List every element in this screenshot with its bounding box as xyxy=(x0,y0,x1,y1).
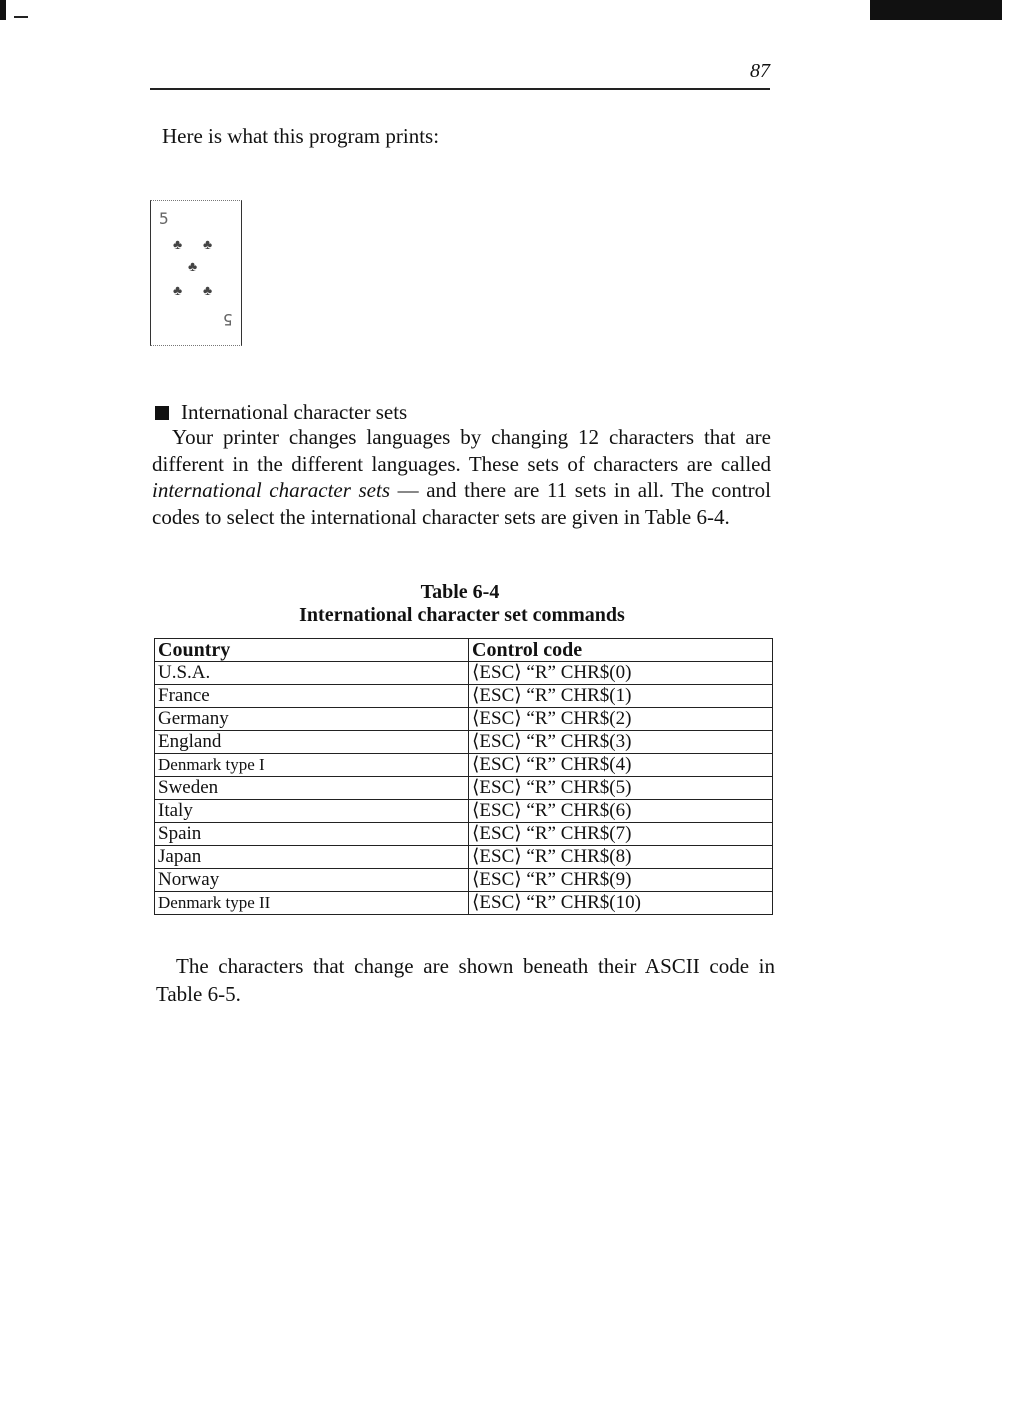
printed-card-output xyxy=(150,200,242,346)
paragraph-emphasis: international character sets xyxy=(152,478,391,502)
control-code-cell: ⟨ESC⟩ “R” CHR$(3) xyxy=(469,731,773,754)
card-rank-bottom: 5 xyxy=(223,310,233,329)
country-cell: Sweden xyxy=(155,777,469,800)
intro-text: Here is what this program prints: xyxy=(162,124,440,148)
table-row xyxy=(155,708,773,731)
table-number: Table 6-4 xyxy=(420,581,500,603)
page-number: 87 xyxy=(750,60,770,82)
control-code-cell: ⟨ESC⟩ “R” CHR$(10) xyxy=(469,892,773,915)
scan-edge-mark-right xyxy=(870,0,1002,20)
country-cell: Spain xyxy=(155,823,469,846)
club-icon: ♣ xyxy=(203,284,213,299)
closing-paragraph xyxy=(156,952,775,1008)
table-row xyxy=(155,846,773,869)
scan-edge-mark-left xyxy=(0,0,6,20)
column-header-control-code: Control code xyxy=(469,639,773,662)
club-icon: ♣ xyxy=(173,284,183,299)
country-cell: France xyxy=(155,685,469,708)
country-cell: Denmark type I xyxy=(155,754,469,777)
paragraph-text-end: — and there are 11 sets in all. The control codes to select the international character sets are given in Table 6-4. xyxy=(152,478,771,529)
country-cell: Norway xyxy=(155,869,469,892)
closing-text: The characters that change are shown beneath their ASCII code in Table 6-5. xyxy=(156,954,775,1006)
control-code-cell: ⟨ESC⟩ “R” CHR$(5) xyxy=(469,777,773,800)
table-row xyxy=(155,892,773,915)
control-code-cell: ⟨ESC⟩ “R” CHR$(0) xyxy=(469,662,773,685)
section-heading xyxy=(155,400,407,425)
table-header-row xyxy=(155,639,773,662)
section-heading-text: International character sets xyxy=(181,400,408,424)
character-set-table xyxy=(154,638,773,915)
country-cell: Denmark type II xyxy=(155,892,469,915)
table-row xyxy=(155,662,773,685)
table-row xyxy=(155,731,773,754)
country-cell: England xyxy=(155,731,469,754)
control-code-cell: ⟨ESC⟩ “R” CHR$(7) xyxy=(469,823,773,846)
club-icon: ♣ xyxy=(203,238,213,253)
control-code-cell: ⟨ESC⟩ “R” CHR$(8) xyxy=(469,846,773,869)
table-row xyxy=(155,800,773,823)
body-paragraph xyxy=(152,424,771,530)
table-row xyxy=(155,869,773,892)
square-bullet-icon xyxy=(155,406,169,420)
control-code-cell: ⟨ESC⟩ “R” CHR$(6) xyxy=(469,800,773,823)
table-row xyxy=(155,685,773,708)
club-icon: ♣ xyxy=(188,260,198,275)
paragraph-text-start: Your printer changes languages by changing 12 characters that are different in the different languages. These sets of characters are called xyxy=(152,425,771,476)
country-cell: Italy xyxy=(155,800,469,823)
column-header-country: Country xyxy=(155,639,469,662)
control-code-cell: ⟨ESC⟩ “R” CHR$(9) xyxy=(469,869,773,892)
country-cell: Japan xyxy=(155,846,469,869)
club-icon: ♣ xyxy=(173,238,183,253)
card-rank-top: 5 xyxy=(159,209,169,228)
table-caption: International character set commands xyxy=(299,604,625,626)
country-cell: Germany xyxy=(155,708,469,731)
control-code-cell: ⟨ESC⟩ “R” CHR$(2) xyxy=(469,708,773,731)
header-rule xyxy=(150,88,770,90)
table-row xyxy=(155,823,773,846)
scan-edge-dash xyxy=(14,16,28,18)
table-row xyxy=(155,777,773,800)
control-code-cell: ⟨ESC⟩ “R” CHR$(4) xyxy=(469,754,773,777)
country-cell: U.S.A. xyxy=(155,662,469,685)
table-row xyxy=(155,754,773,777)
control-code-cell: ⟨ESC⟩ “R” CHR$(1) xyxy=(469,685,773,708)
